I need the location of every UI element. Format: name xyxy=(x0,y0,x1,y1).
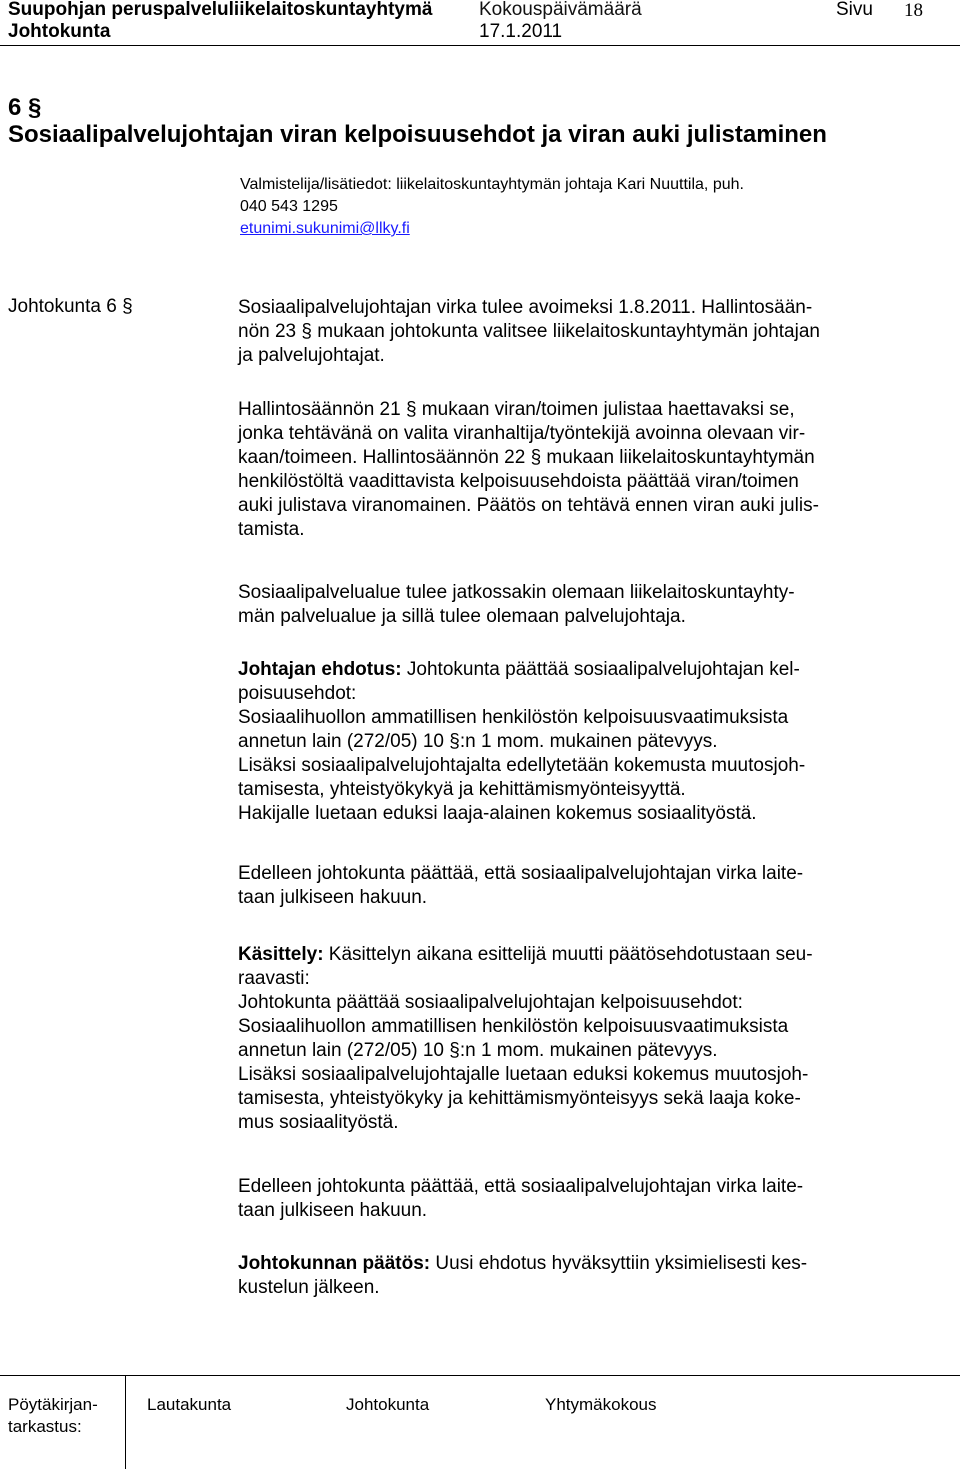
reference-label: Johtokunta 6 § xyxy=(8,296,133,317)
text-line: Uusi ehdotus hyväksyttiin yksimielisesti kes- xyxy=(430,1253,808,1274)
text-line: Sosiaalipalvelujohtajan virka tulee avoimeksi 1.8.2011. Hallintosään- xyxy=(238,297,813,318)
handling-label: Käsittely: xyxy=(238,944,324,965)
text-line: Johtokunta päättää sosiaalipalvelujohtajan kelpoisuusehdot: xyxy=(238,992,743,1013)
review-label-line: Pöytäkirjan- xyxy=(8,1395,98,1414)
text-line: annetun lain (272/05) 10 §:n 1 mom. mukainen pätevyys. xyxy=(238,731,718,752)
text-line: Johtokunta päättää sosiaalipalvelujohtajan kel- xyxy=(401,659,800,680)
footer-col-lautakunta: Lautakunta xyxy=(147,1395,232,1414)
proposal-label: Johtajan ehdotus: xyxy=(238,659,402,680)
text-line: jonka tehtävänä on valita viranhaltija/työntekijä avoinna olevaan vir- xyxy=(238,423,806,444)
text-line: raavasti: xyxy=(238,968,310,989)
text-line: annetun lain (272/05) 10 §:n 1 mom. mukainen pätevyys. xyxy=(238,1040,718,1061)
paragraph-rules xyxy=(238,398,958,542)
text-line: Sosiaalipalvelualue tulee jatkossakin olemaan liikelaitoskuntayhty- xyxy=(238,582,795,603)
organization-name: Suupohjan peruspalveluliikelaitoskuntayhtymä xyxy=(8,0,433,20)
page-label: Sivu xyxy=(836,0,873,20)
text-line: poisuusehdot: xyxy=(238,683,357,704)
text-line: auki julistava viranomainen. Päätös on tehtävä ennen viran auki julis- xyxy=(238,495,819,516)
section-title: Sosiaalipalvelujohtajan viran kelpoisuusehdot ja viran auki julistaminen xyxy=(8,121,827,148)
footer-col-johtokunta: Johtokunta xyxy=(346,1395,430,1414)
preparer-line: Valmistelija/lisätiedot: liikelaitoskuntayhtymän johtaja Kari Nuuttila, puh. xyxy=(240,176,744,193)
page-number: 18 xyxy=(904,0,923,21)
text-line: kaan/toimeen. Hallintosäännön 22 § mukaan liikelaitoskuntayhtymän xyxy=(238,447,815,468)
text-line: taan julkiseen hakuun. xyxy=(238,887,428,908)
text-line: taan julkiseen hakuun. xyxy=(238,1200,428,1221)
text-line: Sosiaalihuollon ammatillisen henkilöstön kelpoisuusvaatimuksista xyxy=(238,707,789,728)
paragraph-public-search xyxy=(238,862,958,910)
text-line: Sosiaalihuollon ammatillisen henkilöstön kelpoisuusvaatimuksista xyxy=(238,1016,789,1037)
text-line: kustelun jälkeen. xyxy=(238,1277,380,1298)
footer-divider xyxy=(0,1375,960,1376)
text-line: Edelleen johtokunta päättää, että sosiaalipalvelujohtajan virka laite- xyxy=(238,863,804,884)
footer-column-divider xyxy=(125,1376,126,1469)
text-line: tamista. xyxy=(238,519,305,540)
text-line: Edelleen johtokunta päättää, että sosiaalipalvelujohtajan virka laite- xyxy=(238,1176,804,1197)
preparer-info xyxy=(240,174,744,240)
text-line: Lisäksi sosiaalipalvelujohtajalle luetaan eduksi kokemus muutosjoh- xyxy=(238,1064,809,1085)
text-line: mus sosiaalityöstä. xyxy=(238,1112,399,1133)
decision-label: Johtokunnan päätös: xyxy=(238,1253,431,1274)
text-line: Hakijalle luetaan eduksi laaja-alainen kokemus sosiaalityöstä. xyxy=(238,803,757,824)
paragraph-public-search-final xyxy=(238,1175,958,1223)
paragraph-background xyxy=(238,296,958,368)
text-line: Lisäksi sosiaalipalvelujohtajalta edellytetään kokemusta muutosjoh- xyxy=(238,755,806,776)
paragraph-proposal xyxy=(238,658,958,826)
date-label: Kokouspäivämäärä xyxy=(479,0,642,20)
text-line: tamisesta, yhteistyökyky ja kehittämismyönteisyys sekä laaja koke- xyxy=(238,1088,801,1109)
paragraph-handling xyxy=(238,943,958,1135)
text-line: Hallintosäännön 21 § mukaan viran/toimen julistaa haettavaksi se, xyxy=(238,399,795,420)
text-line: män palvelualue ja sillä tulee olemaan palvelujohtaja. xyxy=(238,606,686,627)
meeting-date: 17.1.2011 xyxy=(479,21,563,42)
preparer-phone: 040 543 1295 xyxy=(240,198,338,215)
section-number: 6 § xyxy=(8,94,42,121)
review-label-line: tarkastus: xyxy=(8,1417,82,1436)
text-line: nön 23 § mukaan johtokunta valitsee liikelaitoskuntayhtymän johtajan xyxy=(238,321,820,342)
meeting-body: Johtokunta xyxy=(8,21,111,42)
paragraph-service-area xyxy=(238,581,958,629)
text-line: Käsittelyn aikana esittelijä muutti päätösehdotustaan seu- xyxy=(323,944,813,965)
footer-col-yhtymakokous: Yhtymäkokous xyxy=(545,1395,657,1414)
header-divider xyxy=(0,45,960,46)
paragraph-decision xyxy=(238,1252,958,1300)
preparer-email-link[interactable]: etunimi.sukunimi@llky.fi xyxy=(240,220,410,237)
text-line: henkilöstöltä vaadittavista kelpoisuusehdoista päättää viran/toimen xyxy=(238,471,799,492)
text-line: tamisesta, yhteistyökykyä ja kehittämismyönteisyyttä. xyxy=(238,779,686,800)
text-line: ja palvelujohtajat. xyxy=(238,345,385,366)
review-label xyxy=(8,1394,98,1438)
